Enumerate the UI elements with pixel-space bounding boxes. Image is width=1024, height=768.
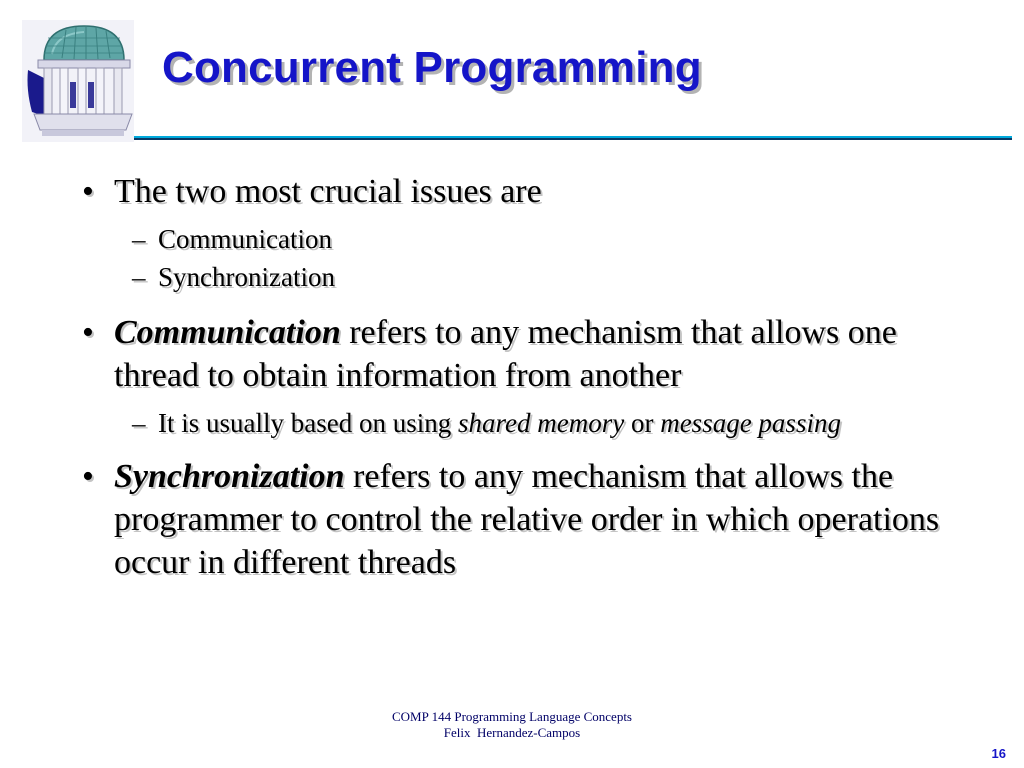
sub-bullet-item	[82, 259, 982, 295]
bullet-lead-term: Communication	[114, 314, 341, 351]
bullet-text: refers to any mechanism that allows one thread to obtain information from another	[114, 314, 897, 394]
bullet-dot: •	[82, 314, 94, 351]
sub-bullet-text: Communication	[158, 224, 332, 254]
sub-bullet-text: Synchronization	[158, 262, 335, 292]
bullet-text: The two most crucial issues are	[114, 173, 542, 210]
bullet-item	[82, 455, 982, 584]
footer-author: Felix Hernandez-Campos	[443, 725, 581, 740]
page-number: 16	[991, 746, 1006, 761]
sub-bullet-text: It is usually based on using	[158, 408, 458, 438]
bullet-dot: •	[82, 458, 94, 495]
sub-bullet-emphasis: message passing	[660, 408, 841, 438]
title-underline	[134, 136, 1012, 138]
slide-title: Concurrent Programming	[162, 43, 702, 92]
bullet-item	[82, 311, 982, 397]
footer-course: COMP 144 Programming Language Concepts	[392, 709, 632, 724]
sub-bullet-emphasis: shared memory	[457, 408, 625, 438]
bullet-text: refers to any mechanism that allows the programmer to control the relative order in which operations occur in different threads	[114, 458, 940, 581]
bullet-lead-term: Synchronization	[114, 458, 345, 495]
slide-footer	[0, 709, 1024, 741]
old-well-logo-icon	[22, 20, 134, 142]
bullet-dot: •	[82, 173, 94, 210]
sub-bullet-dash: –	[132, 262, 146, 292]
sub-bullet-text: or	[624, 408, 661, 438]
sub-bullet-dash: –	[132, 408, 146, 438]
slide-body	[82, 170, 982, 584]
bullet-item	[82, 170, 982, 213]
sub-bullet-dash: –	[132, 224, 146, 254]
sub-bullet-item	[82, 221, 982, 257]
sub-bullet-item	[82, 405, 982, 441]
